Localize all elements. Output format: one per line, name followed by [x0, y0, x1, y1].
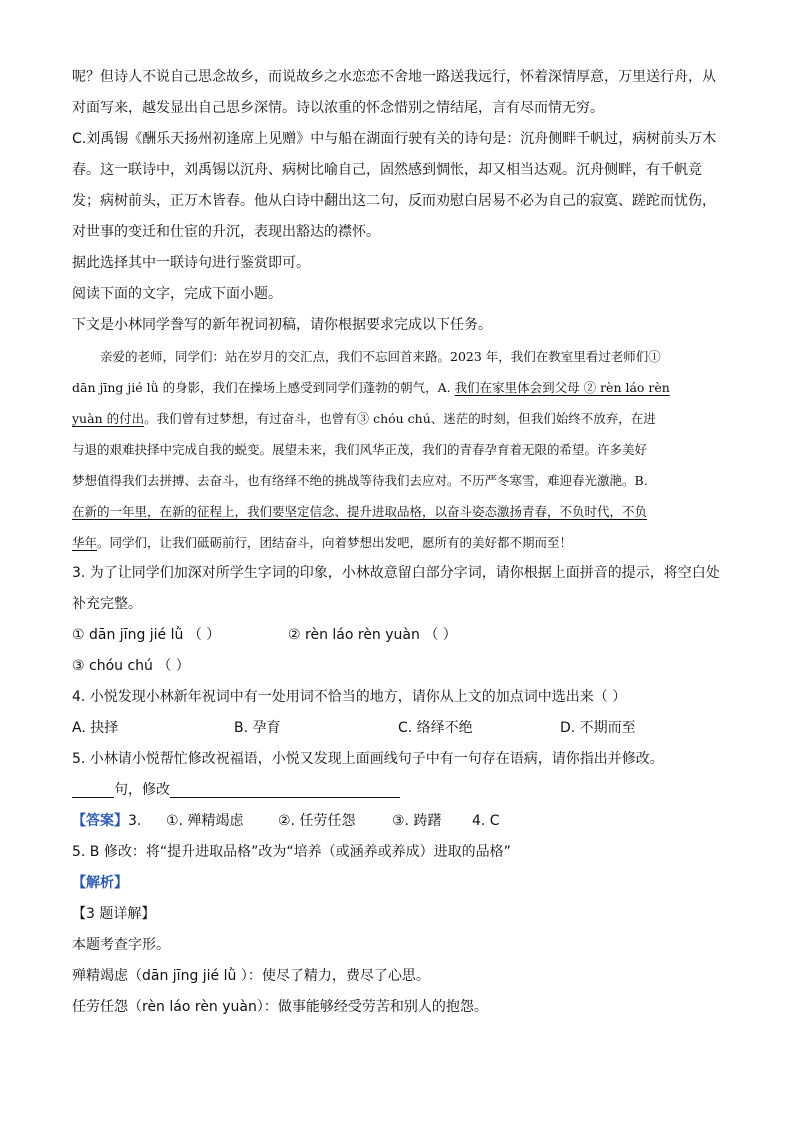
underlined-sentence-a: 我们在家里体会到父母 ② rèn láo rèn	[454, 380, 670, 395]
answer-item-2: ②. 任劳任怨	[278, 813, 356, 829]
answer-number: 3.	[128, 813, 142, 829]
revision-blank	[170, 779, 400, 798]
question-4	[72, 682, 722, 744]
underlined-sentence-a-end: yuàn 的付出	[72, 411, 145, 426]
blank-item-3: ③ chóu chú （ ）	[72, 658, 190, 674]
question-stem: 3. 为了让同学们加深对所学生字词的印象，小林故意留白部分字词，请你根据上面拼音的提示，将空白处	[72, 565, 720, 581]
analysis-section	[72, 868, 722, 1023]
question-4-options	[72, 713, 722, 744]
question-stem: 补充完整。	[72, 596, 142, 612]
answer-line: 5. B 修改：将“提升进取品格”改为“培养（或涵养或养成）进取的品格”	[72, 844, 511, 860]
answer-item-1: ①. 殚精竭虑	[166, 813, 244, 829]
text-line: 呢？但诗人不说自己思念故乡，而说故乡之水恋恋不舍地一路送我远行，怀着深情厚意，万里送行舟，从	[72, 69, 716, 85]
option-d: D. 不期而至	[560, 720, 636, 736]
answer-line-text: 句，修改	[114, 782, 170, 798]
passage-line	[72, 372, 722, 403]
answer-section	[72, 806, 722, 868]
passage-line: 与退的艰难抉择中完成自我的蜕变。展望未来，我们风华正茂，我们的青春孕育着无限的希望。许多美好	[72, 442, 648, 457]
question-3	[72, 558, 722, 682]
question-5	[72, 744, 722, 806]
passage-text: 。同学们，让我们砥砺前行，团结奋斗，向着梦想出发吧，愿所有的美好都不期而至！	[97, 535, 573, 550]
option-c: C. 络绎不绝	[398, 720, 473, 736]
answer-item-3: ③. 踌躇	[392, 813, 442, 829]
text-line: 对面写来，越发显出自己思乡深情。诗以浓重的怀念惜别之情结尾，言有尽而情无穷。	[72, 100, 604, 116]
blank-item-2: ② rèn láo rèn yuàn （ ）	[288, 627, 457, 643]
passage-line	[72, 496, 722, 527]
document-page	[72, 62, 722, 1023]
passage-line: 梦想值得我们去拼搏、去奋斗，也有络绎不绝的挑战等待我们去应对。不历严冬寒雪，难迎春光激滟。B.	[72, 473, 648, 488]
passage-line	[72, 403, 722, 434]
analysis-line: 任劳任怨（rèn láo rèn yuàn）：做事能够经受劳苦和别人的抱怨。	[72, 999, 488, 1015]
text-line: 下文是小林同学誊写的新年祝词初稿，请你根据要求完成以下任务。	[72, 317, 492, 333]
text-line: 对世事的变迁和仕宦的升沉，表现出豁达的襟怀。	[72, 224, 380, 240]
passage-text: 。我们曾有过梦想，有过奋斗，也曾有③ chóu chú、迷茫的时刻，但我们始终不放弃，在进	[144, 411, 656, 426]
analysis-line: 本题考查字形。	[72, 937, 170, 953]
underlined-sentence-b-end: 华年	[72, 535, 98, 550]
option-a: A. 抉择	[72, 720, 119, 736]
option-b: B. 孕育	[234, 720, 281, 736]
text-line: 阅读下面的文字，完成下面小题。	[72, 286, 282, 302]
analysis-subheading: 【3 题详解】	[72, 906, 156, 922]
passage-line: 亲爱的老师，同学们：站在岁月的交汇点，我们不忘回首来路。2023 年，我们在教室里看过老师们①	[100, 349, 661, 364]
underlined-sentence-b: 在新的一年里，在新的征程上，我们要坚定信念、提升进取品格，以奋斗姿态激扬青春，不负时代，不负	[72, 504, 648, 519]
answer-item-4: 4. C	[472, 813, 500, 829]
passage-text: dān jīng jié lǜ 的身影，我们在操场上感受到同学们蓬勃的朝气，A.	[72, 380, 455, 395]
analysis-line: 殚精竭虑（dān jīng jié lǜ ）：使尽了精力，费尽了心思。	[72, 968, 430, 984]
text-line: 发；病树前头，正万木皆春。他从白诗中翻出这二句，反而劝慰白居易不必为自己的寂寞、蹉跎而忧伤，	[72, 193, 716, 209]
analysis-tag: 【解析】	[72, 875, 128, 891]
blank-item-1: ① dān jīng jié lǜ （ ）	[72, 627, 221, 643]
question-stem: 4. 小悦发现小林新年祝词中有一处用词不恰当的地方，请你从上文的加点词中选出来（ ）	[72, 689, 627, 705]
passage	[72, 341, 722, 558]
question-3-items	[72, 620, 722, 651]
text-line: C.刘禹锡《酬乐天扬州初逢席上见赠》中与船在湖面行驶有关的诗句是：沉舟侧畔千帆过，病树前头万木	[72, 131, 717, 147]
question-stem: 5. 小林请小悦帮忙修改祝福语，小悦又发现上面画线句子中有一句存在语病，请你指出并修改。	[72, 751, 664, 767]
answer-line	[72, 775, 722, 806]
text-line: 据此选择其中一联诗句进行鉴赏即可。	[72, 255, 310, 271]
text-line: 春。这一联诗中，刘禹锡以沉舟、病树比喻自己，固然感到惆怅，却又相当达观。沉舟侧畔，有千帆竞	[72, 162, 702, 178]
passage-line	[72, 527, 722, 558]
answer-line	[72, 806, 722, 837]
answer-blank	[72, 779, 114, 798]
answer-tag: 【答案】	[72, 813, 128, 829]
